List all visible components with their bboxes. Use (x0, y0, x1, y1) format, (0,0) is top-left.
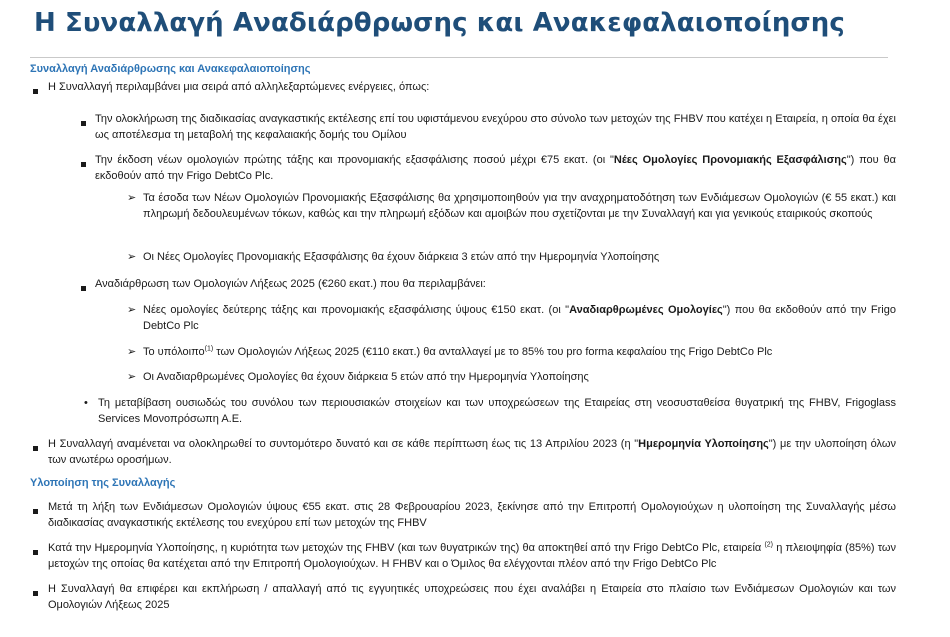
item-2025-notes: Αναδιάρθρωση των Ομολογιών Λήξεως 2025 (€260 εκατ.) που θα περιλαμβάνει: (95, 278, 486, 290)
section-heading-restructuring: Συναλλαγή Αναδιάρθρωσης και Ανακεφαλαιοποίησης (30, 63, 311, 75)
sub-item-duration-3y: Οι Νέες Ομολογίες Προνομιακής Εξασφάλισης θα έχουν διάρκεια 3 ετών από την Ημερομηνία Υλοποίησης (143, 251, 660, 263)
square-bullet-icon (33, 544, 38, 560)
item-new-notes: Την έκδοση νέων ομολογιών πρώτης τάξης και προνομιακής εξασφάλισης ποσού μέχρι €75 εκατ. (οι "Νέες Ομολογίες Προνομιακής Εξασφάλισης") που θα εκδοθούν από την Frigo DebtCo Plc. (95, 154, 896, 182)
arrow-bullet-icon: ➢ (127, 346, 137, 358)
closing-text: Η Συναλλαγή αναμένεται να ολοκληρωθεί το συντομότερο δυνατό και σε κάθε περίπτωση έως τις 13 Απριλίου 2023 (η "Ημερομηνία Υλοποίησης") με την υλοποίηση όλων των ανωτέρω οροσήμων. (48, 438, 896, 466)
sub-item-duration-5y: Οι Αναδιαρθρωμένες Ομολογίες θα έχουν διάρκεια 5 ετών από την Ημερομηνία Υλοποίησης (143, 371, 589, 383)
sub-item-proceeds: Τα έσοδα των Νέων Ομολογιών Προνομιακής Εξασφάλισης θα χρησιμοποιηθούν για την αναχρηματοδότηση των Ενδιάμεσων Ομολογιών (€ 55 εκατ.) και πληρωμή δεδουλευμένων τόκων, καθώς και την πληρωμή εξόδων και αμοιβών που σχετίζονται με την Συναλλαγή και για γενικούς εταιρικούς σκοπούς (143, 192, 896, 220)
page-title: Η Συναλλαγή Αναδιάρθρωσης και Ανακεφαλαιοποίησης (34, 8, 845, 38)
sub-item-remainder: Το υπόλοιπο$^{(1)}$ των Ομολογιών Λήξεως 2025 (€110 εκατ.) θα ανταλλαγεί με το 85% του pro forma κεφαλαίου της Frigo DebtCo Plc (143, 345, 773, 358)
sub-item-restructured-notes: Νέες ομολογίες δεύτερης τάξης και προνομιακής εξασφάλισης ύψους €150 εκατ. (οι "Αναδιαρθρωμένες Ομολογίες") που θα εκδοθούν από την Frigo DebtCo Plc (143, 304, 896, 332)
item-transfer: Τη μεταβίβαση ουσιωδώς του συνόλου των περιουσιακών στοιχείων και των υποχρεώσεων της Εταιρείας στη νεοσυσταθείσα θυγατρική της FHBV, Frigoglass Services Μονοπρόσωπη Α.Ε. (98, 397, 896, 425)
arrow-bullet-icon: ➢ (127, 371, 137, 383)
dot-bullet-icon: • (84, 397, 88, 409)
arrow-bullet-icon: ➢ (127, 192, 137, 204)
arrow-bullet-icon: ➢ (127, 251, 137, 263)
square-bullet-icon (33, 440, 38, 456)
item-enforcement: Την ολοκλήρωση της διαδικασίας αναγκαστικής εκτέλεσης επί του υφιστάμενου ενεχύρου στο σύνολο των μετοχών της FHBV που κατέχει η Εταιρεία, η οποία θα έχει ως αποτέλεσμα τη μεταβολή της κεφαλαιακής δομής του Ομίλου (95, 113, 896, 141)
square-bullet-icon (81, 280, 86, 296)
square-bullet-icon (81, 115, 86, 131)
section-heading-implementation: Υλοποίηση της Συναλλαγής (30, 477, 176, 489)
square-bullet-icon (33, 83, 38, 99)
implementation-p2: Κατά την Ημερομηνία Υλοποίησης, η κυριότητα των μετοχών της FHBV (και των θυγατρικών της) θα αποκτηθεί από την Frigo DebtCo Plc, εταιρεία $^{(2)}$ η πλειοψηφία (85%) των μετοχών της οποίας θα κατέχεται από την Επιτροπή Ομολογιούχων. Η FHBV και ο Όμιλος θα ελέγχονται πλέον από την Frigo DebtCo Plc (48, 541, 896, 570)
square-bullet-icon (81, 156, 86, 172)
square-bullet-icon (33, 585, 38, 601)
title-divider (30, 57, 888, 58)
arrow-bullet-icon: ➢ (127, 304, 137, 316)
implementation-p3: Η Συναλλαγή θα επιφέρει και εκπλήρωση / απαλλαγή από τις εγγυητικές υποχρεώσεις που έχει αναλάβει η Εταιρεία στο πλαίσιο των Ενδιάμεσων Ομολογιών και των Ομολογιών Λήξεως 2025 (48, 583, 896, 611)
implementation-p1: Μετά τη λήξη των Ενδιάμεσων Ομολογιών ύψους €55 εκατ. στις 28 Φεβρουαρίου 2023, ξεκίνησε από την Επιτροπή Ομολογιούχων η υλοποίηση της Συναλλαγής μέσω διαδικασίας αναγκαστικής εκτέλεσης του ενεχύρου επί των μετοχών της FHBV (48, 501, 896, 529)
intro-text: Η Συναλλαγή περιλαμβάνει μια σειρά από αλληλεξαρτώμενες ενέργειες, όπως: (48, 81, 430, 93)
square-bullet-icon (33, 503, 38, 519)
